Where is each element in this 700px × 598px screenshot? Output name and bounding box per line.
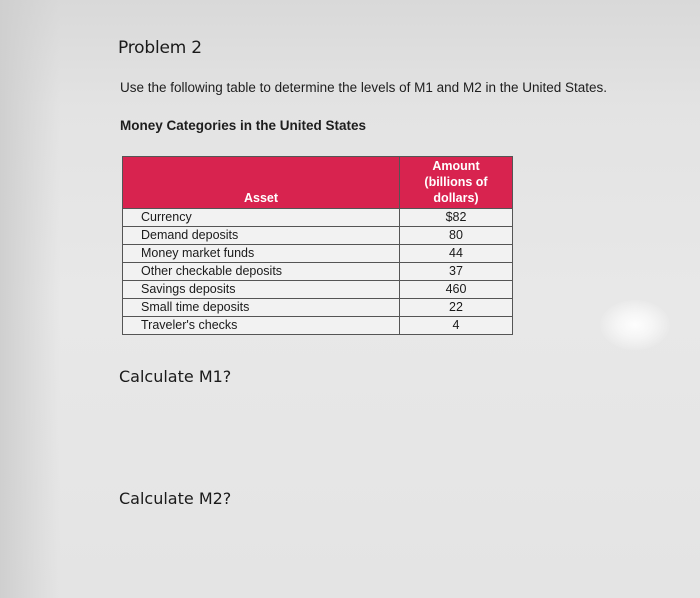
table-row [123, 281, 513, 299]
asset-cell: Demand deposits [123, 227, 400, 245]
table-title: Money Categories in the United States [120, 118, 367, 133]
asset-cell: Small time deposits [123, 299, 400, 317]
amount-cell: 460 [400, 281, 513, 299]
amount-header-line: Amount [432, 159, 480, 173]
amount-header-line: (billions of [424, 175, 488, 189]
problem-instructions: Use the following table to determine the levels of M1 and M2 in the United States. [120, 80, 608, 95]
asset-cell: Savings deposits [123, 281, 400, 299]
table-row [123, 317, 513, 335]
question-m2: Calculate M2? [119, 489, 232, 508]
amount-cell: 4 [400, 317, 513, 335]
question-m1: Calculate M1? [119, 367, 232, 386]
table-row [123, 209, 513, 227]
table-row [123, 227, 513, 245]
amount-header-line: dollars) [433, 191, 479, 205]
table-header-row [123, 157, 513, 209]
amount-cell: 80 [400, 227, 513, 245]
table-row [123, 299, 513, 317]
light-glare [600, 300, 670, 350]
page-shadow [0, 0, 60, 598]
amount-cell: 44 [400, 245, 513, 263]
asset-cell: Traveler's checks [123, 317, 400, 335]
money-categories-table [122, 156, 513, 335]
asset-column-header: Asset [123, 157, 400, 209]
table-row [123, 245, 513, 263]
amount-cell: 22 [400, 299, 513, 317]
amount-column-header [400, 157, 513, 209]
amount-cell: 37 [400, 263, 513, 281]
asset-cell: Other checkable deposits [123, 263, 400, 281]
amount-cell: $82 [400, 209, 513, 227]
asset-cell: Currency [123, 209, 400, 227]
table-row [123, 263, 513, 281]
asset-cell: Money market funds [123, 245, 400, 263]
problem-title: Problem 2 [118, 38, 202, 58]
